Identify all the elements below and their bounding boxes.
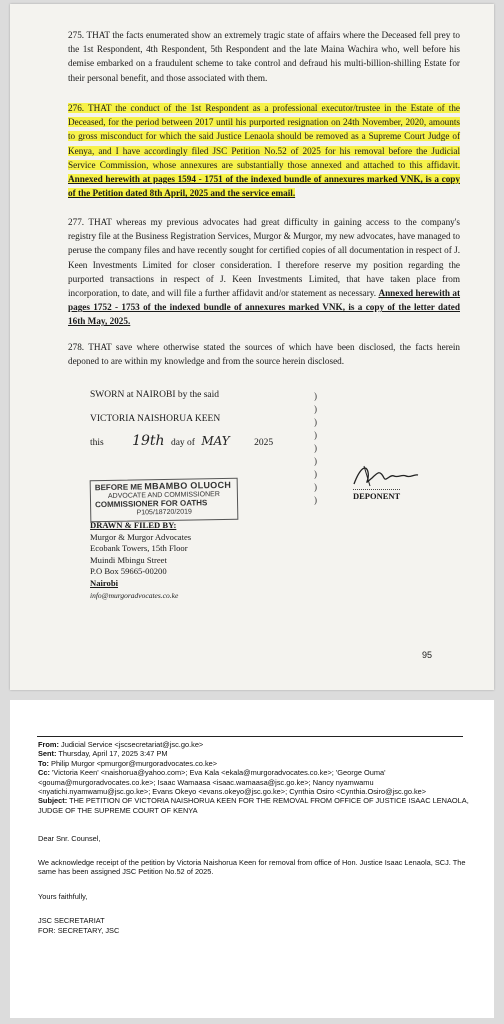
paragraph-278: 278. THAT save where otherwise stated the sources of which have been disclosed, the facts herein deponed to are within my knowledge and from the source herein disclosed. <box>68 342 460 367</box>
highlighted-text: 276. THAT the conduct of the 1st Respondent as a professional executor/trustee in the Estate of the Deceased, for the period between 2017 until his purported resignation on 24th November, 2020, amounts to gross misconduct for which the said Justice Lenaola should be removed as a Supreme Court Judge of Kenya, and I have accordingly filed JSC Petition No.52 of 2025 for his removal before the Judicial Service Commission, whose annexures are substantially those annexed and attached to this affidavit. Annexed herewith at pages 1594 - 1751 of the indexed bundle of annexures marked VNK, is a copy of the Petition dated 8th April, 2025 and the service email. <box>68 103 460 199</box>
email-from: Judicial Service <jscsecretariat@jsc.go.ke> <box>61 740 204 749</box>
email-subject: THE PETITION OF VICTORIA NAISHORUA KEEN FOR THE REMOVAL FROM OFFICE OF JUSTICE ISAAC LENAOLA, JUDGE OF THE SUPREME COURT OF KENYA <box>38 796 469 815</box>
annexure-reference: Annexed herewith at pages 1594 - 1751 of the indexed bundle of annexures marked VNK, is a copy of the Petition dated 8th April, 2025 and the service email. <box>68 174 460 199</box>
header-rule <box>37 736 463 737</box>
service-email <box>10 700 494 1018</box>
email-header: From: Judicial Service <jscsecretariat@jsc.go.ke> Sent: Thursday, April 17, 2025 3:47 PM To: Philip Murgor <pmurgor@murgoradvocates.co.ke> Cc: 'Victoria Keen' <naishorua@yahoo.com>; Eva Kala <ekala@murgoradvocates.co.ke>; 'George Ouma' <gouma@murgoradvocates.co.ke>; Isaac Wamaasa <isaac.wamaasa@jsc.go.ke>; Nancy nyamwamu <nyatichi.nyamwamu@jsc.go.ke>; Evans Okeyo <evans.okeyo@jsc.go.ke>; Cynthia Osiro <Cynthia.Osiro@jsc.go.ke> Subject: THE PETITION OF VICTORIA NAISHORUA KEEN FOR THE REMOVAL FROM OFFICE OF JUSTICE ISAAC LENAOLA, JUDGE OF THE SUPREME COURT OF KENYA <box>38 740 469 815</box>
deponent-label: DEPONENT <box>353 491 401 501</box>
brace-column: ) ) ) ) ) ) ) ) ) <box>314 391 317 505</box>
page-number: 95 <box>422 650 433 660</box>
jurat-name: VICTORIA NAISHORUA KEEN <box>90 414 221 424</box>
email-signature-1: JSC SECRETARIAT <box>38 916 105 925</box>
paragraph-276 <box>68 101 460 200</box>
affidavit-page <box>10 4 494 690</box>
email-cc: 'Victoria Keen' <naishorua@yahoo.com>; Eva Kala <ekala@murgoradvocates.co.ke>; 'George Ouma' <gouma@murgoradvocates.co.ke>; Isaac Wamaasa <isaac.wamaasa@jsc.go.ke>; Nancy nyamwamu <nyatichi.nyamwamu@jsc.go.ke>; Evans Okeyo <evans.okeyo@jsc.go.ke>; Cynthia Osiro <Cynthia.Osiro@jsc.go.ke> <box>38 768 427 797</box>
email-sent: Thursday, April 17, 2025 3:47 PM <box>58 749 168 759</box>
drawn-filed-by: DRAWN & FILED BY: Murgor & Murgor Advocates Ecobank Towers, 15th Floor Muindi Mbingu Street P.O Box 59665-00200 Nairobi info@murgoradvocates.co.ke <box>90 520 192 600</box>
email-closing: Yours faithfully, <box>38 892 88 901</box>
deponent-signature <box>350 460 420 490</box>
email-signature-2: FOR: SECRETARY, JSC <box>38 926 120 935</box>
email-greeting: Dear Snr. Counsel, <box>38 834 101 843</box>
jurat-sworn: SWORN at NAIROBI by the said <box>90 390 220 400</box>
annexure-reference: Annexed herewith at pages 1752 - 1753 of the indexed bundle of annexures marked VNK, is a copy of the letter dated 16th May, 2025. <box>68 288 461 327</box>
paragraph-277: 277. THAT whereas my previous advocates had great difficulty in gaining access to the company's registry file at the Business Registration Services, Murgor & Murgor, my new advocates, have managed to peruse the company files and have recently sought for certified copies of all documentation in respect of J. Keen Investments Limited for closer consideration. I therefore reserve my position regarding the purported transactions in respect of J. Keen Investments Limited, that have taken place from incorporation, to date, and will file a further affidavit and/or statement as necessary. Annexed herewith at pages 1752 - 1753 of the indexed bundle of annexures marked VNK, is a copy of the letter dated 16th May, 2025. <box>68 217 461 327</box>
email-to: Philip Murgor <pmurgor@murgoradvocates.co.ke> <box>51 758 218 768</box>
jurat-date: this 19th day of MAY 2025 <box>90 433 274 449</box>
commissioner-stamp: BEFORE ME MBAMBO OLUOCH ADVOCATE AND COMMISSIONER COMMISSIONER FOR OATHS P105/18720/2019 <box>90 478 239 523</box>
email-body: We acknowledge receipt of the petition by Victoria Naishorua Keen for removal from office of Hon. Justice Isaac Lenaola, SCJ. The same has been assigned JSC Petition No.52 of 2025. <box>38 858 466 877</box>
paragraph-275: 275. THAT the facts enumerated show an extremely tragic state of affairs where the Deceased fell prey to the 1st Respondent, 4th Respondent, 5th Respondent and the late Maina Wachira who, well before his demise embarked on a fraudulent scheme to take control and defraud his multi-billion-shilling Estate for their personal benefit, and those associated with them. <box>68 30 460 83</box>
